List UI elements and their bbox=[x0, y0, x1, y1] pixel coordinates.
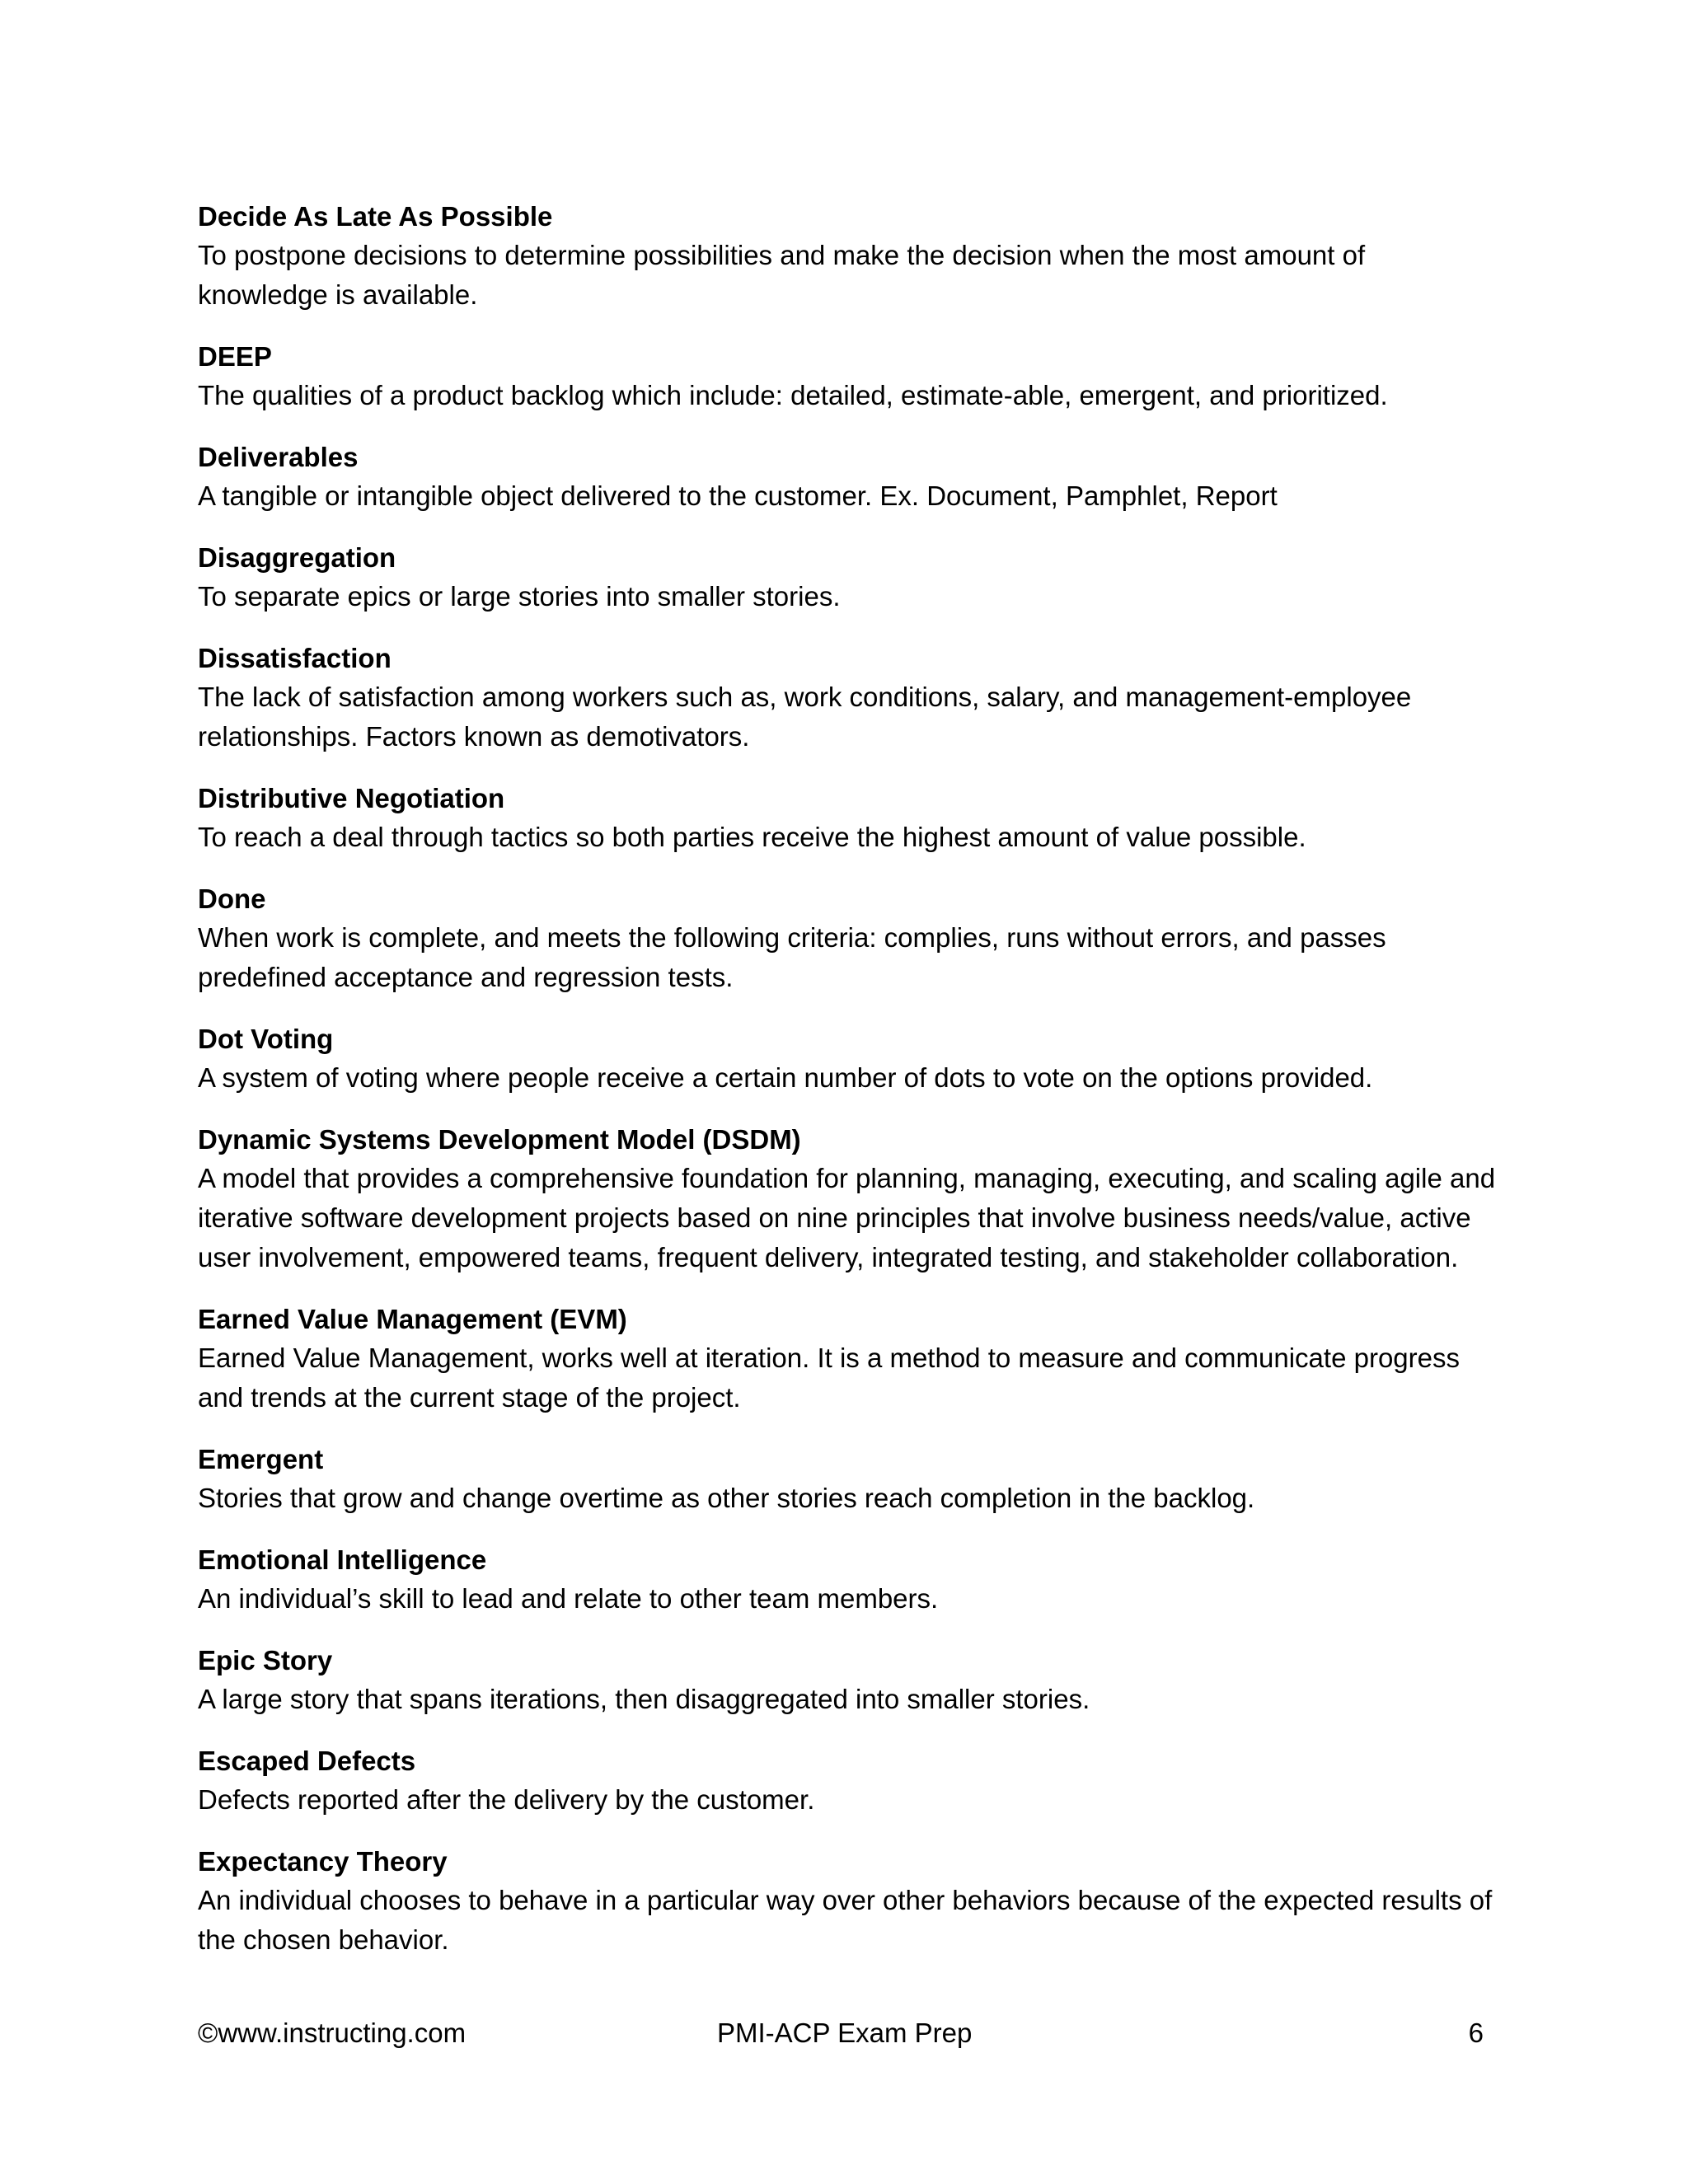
glossary-term: Distributive Negotiation bbox=[198, 783, 505, 813]
glossary-definition: An individual’s skill to lead and relate to other team members. bbox=[198, 1583, 939, 1614]
glossary-definition: Earned Value Management, works well at iteration. It is a method to measure and communicate progress and trends at the current stage of the project. bbox=[198, 1343, 1460, 1413]
glossary-definition: To postpone decisions to determine possibilities and make the decision when the most amount of knowledge is available. bbox=[198, 240, 1366, 310]
glossary-entry bbox=[198, 1843, 1500, 1960]
glossary-entry bbox=[198, 338, 1500, 415]
glossary-term: Earned Value Management (EVM) bbox=[198, 1304, 627, 1334]
footer-website: ©www.instructing.com bbox=[198, 2018, 467, 2048]
glossary-entry bbox=[198, 1541, 1500, 1619]
glossary-term: Epic Story bbox=[198, 1645, 333, 1675]
glossary-term: Escaped Defects bbox=[198, 1746, 416, 1776]
glossary-term: Done bbox=[198, 883, 266, 914]
glossary-definition: A system of voting where people receive a certain number of dots to vote on the options provided. bbox=[198, 1062, 1373, 1093]
page-footer bbox=[198, 2013, 1500, 2054]
glossary-definition: A large story that spans iterations, then disaggregated into smaller stories. bbox=[198, 1684, 1090, 1714]
glossary-term: Disaggregation bbox=[198, 542, 396, 573]
glossary-entry bbox=[198, 438, 1500, 516]
glossary-definition: When work is complete, and meets the following criteria: complies, runs without errors, and passes predefined acceptance and regression tests. bbox=[198, 922, 1386, 992]
glossary-entry bbox=[198, 1121, 1500, 1277]
glossary-entry bbox=[198, 198, 1500, 315]
glossary-definition: An individual chooses to behave in a particular way over other behaviors because of the expected results of the chosen behavior. bbox=[198, 1885, 1493, 1955]
page-number: 6 bbox=[1468, 2018, 1484, 2048]
glossary-entry bbox=[198, 880, 1500, 997]
glossary-definition: A tangible or intangible object delivered to the customer. Ex. Document, Pamphlet, Report bbox=[198, 480, 1278, 511]
glossary-entry bbox=[198, 1301, 1500, 1418]
glossary-term: DEEP bbox=[198, 341, 272, 372]
glossary-term: Dot Voting bbox=[198, 1024, 334, 1054]
glossary-definition: A model that provides a comprehensive foundation for planning, managing, executing, and scaling agile and iterative software development projects based on nine principles that involve business needs/value, active user involvement, empowered teams, frequent delivery, integrated testing, and stakeholder collaboration. bbox=[198, 1163, 1496, 1272]
glossary-term: Deliverables bbox=[198, 442, 359, 472]
glossary-definition: The lack of satisfaction among workers such as, work conditions, salary, and management-employee relationships. Factors known as demotivators. bbox=[198, 682, 1412, 752]
glossary-definition: The qualities of a product backlog which include: detailed, estimate-able, emergent, and prioritized. bbox=[198, 380, 1388, 410]
glossary-entry bbox=[198, 780, 1500, 857]
glossary-definition: Defects reported after the delivery by the customer. bbox=[198, 1784, 815, 1815]
glossary-term: Decide As Late As Possible bbox=[198, 201, 553, 232]
glossary-entry bbox=[198, 1020, 1500, 1098]
glossary-content bbox=[198, 198, 1500, 1983]
glossary-entry bbox=[198, 640, 1500, 757]
glossary-definition: To separate epics or large stories into smaller stories. bbox=[198, 581, 841, 612]
glossary-definition: Stories that grow and change overtime as other stories reach completion in the backlog. bbox=[198, 1483, 1255, 1513]
glossary-entry bbox=[198, 539, 1500, 616]
footer-title: PMI-ACP Exam Prep bbox=[717, 2018, 973, 2048]
glossary-term: Dissatisfaction bbox=[198, 643, 392, 673]
glossary-definition: To reach a deal through tactics so both parties receive the highest amount of value possible. bbox=[198, 822, 1306, 852]
glossary-entry bbox=[198, 1742, 1500, 1820]
glossary-entry bbox=[198, 1441, 1500, 1518]
glossary-term: Emergent bbox=[198, 1444, 324, 1474]
glossary-term: Expectancy Theory bbox=[198, 1846, 448, 1877]
glossary-entry bbox=[198, 1642, 1500, 1719]
glossary-term: Emotional Intelligence bbox=[198, 1544, 487, 1575]
glossary-term: Dynamic Systems Development Model (DSDM) bbox=[198, 1124, 801, 1155]
